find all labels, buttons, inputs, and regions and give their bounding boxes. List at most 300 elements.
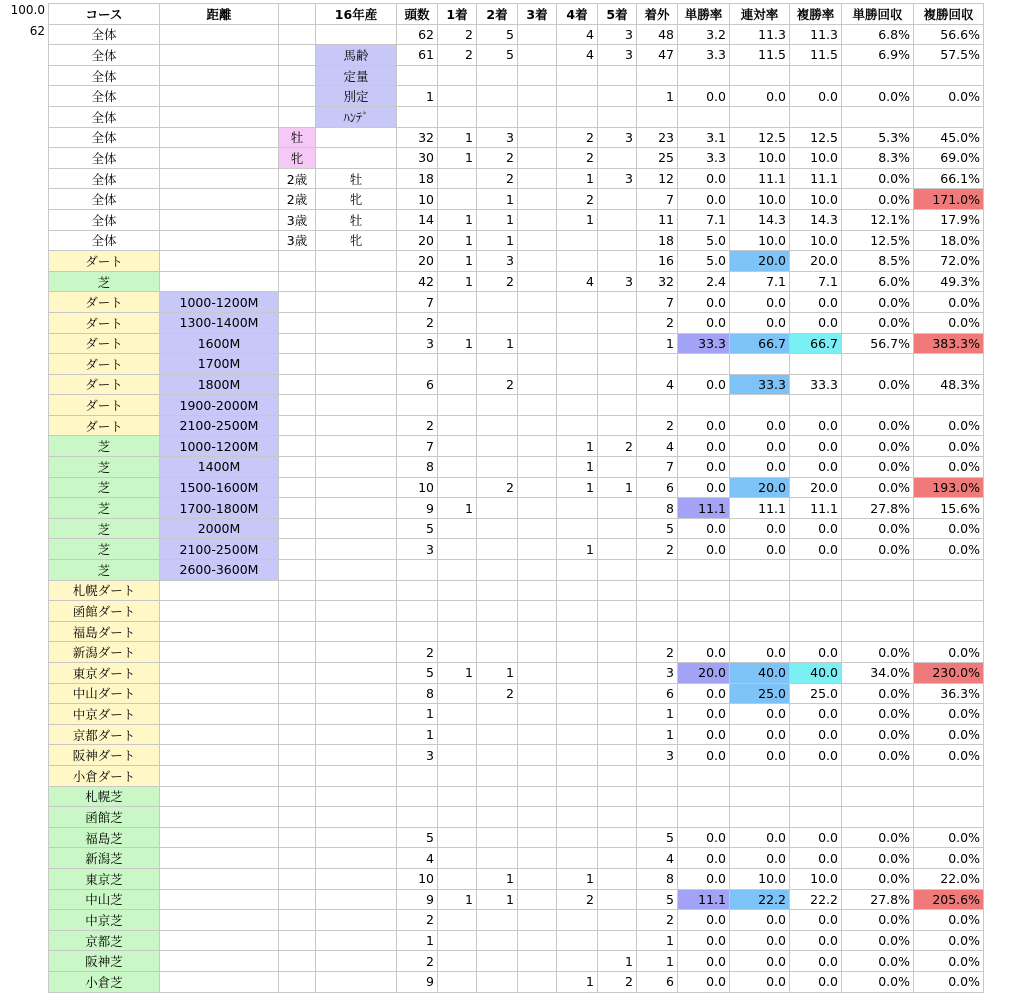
table-row <box>49 498 984 519</box>
cell-distance: 2100-2500M <box>160 415 279 436</box>
cell-fourth: 2 <box>557 127 598 148</box>
table-row <box>49 642 984 663</box>
cell-quinella-rate: 0.0 <box>730 704 790 725</box>
cell-win-rate: 0.0 <box>678 539 730 560</box>
cell-quinella-rate <box>730 807 790 828</box>
cell-first: 1 <box>438 230 477 251</box>
cell-course: 芝 <box>49 498 160 519</box>
cell-show-rate: 0.0 <box>790 518 842 539</box>
table-row <box>49 889 984 910</box>
cell-show-return <box>914 560 984 581</box>
cell-quinella-rate: 0.0 <box>730 971 790 992</box>
table-row <box>49 230 984 251</box>
cell-unplaced: 2 <box>637 910 678 931</box>
cell-second: 3 <box>477 251 518 272</box>
cell-show-return <box>914 786 984 807</box>
cell-win-rate: 0.0 <box>678 930 730 951</box>
table-row <box>49 127 984 148</box>
cell-course: 新潟芝 <box>49 848 160 869</box>
cell-distance <box>160 209 279 230</box>
cell-second <box>477 601 518 622</box>
cell-show-return: 0.0% <box>914 827 984 848</box>
cell-course: 函館芝 <box>49 807 160 828</box>
table-row <box>49 251 984 272</box>
cell-second <box>477 580 518 601</box>
cell-sex-age <box>279 642 316 663</box>
cell-quinella-rate <box>730 560 790 581</box>
cell-win-rate <box>678 786 730 807</box>
cell-fourth <box>557 292 598 313</box>
cell-first <box>438 601 477 622</box>
cell-runners <box>397 621 438 642</box>
cell-course: ダート <box>49 415 160 436</box>
cell-quinella-rate: 12.5 <box>730 127 790 148</box>
cell-win-return: 0.0% <box>842 518 914 539</box>
table-row <box>49 189 984 210</box>
cell-first <box>438 560 477 581</box>
cell-course: 全体 <box>49 148 160 169</box>
cell-unplaced: 1 <box>637 951 678 972</box>
header-second: 2着 <box>477 4 518 25</box>
cell-course: 小倉芝 <box>49 971 160 992</box>
cell-fifth <box>598 745 637 766</box>
cell-unplaced: 7 <box>637 189 678 210</box>
cell-show-return: 0.0% <box>914 704 984 725</box>
cell-second <box>477 457 518 478</box>
cell-third <box>518 827 557 848</box>
cell-third <box>518 848 557 869</box>
cell-fourth <box>557 848 598 869</box>
cell-quinella-rate <box>730 786 790 807</box>
cell-distance <box>160 24 279 45</box>
table-row <box>49 354 984 375</box>
cell-birth-year <box>316 663 397 684</box>
cell-win-rate <box>678 765 730 786</box>
cell-fourth: 1 <box>557 477 598 498</box>
cell-runners: 9 <box>397 971 438 992</box>
cell-first <box>438 86 477 107</box>
cell-birth-year <box>316 971 397 992</box>
table-row <box>49 951 984 972</box>
cell-sex-age <box>279 292 316 313</box>
table-row <box>49 580 984 601</box>
cell-distance <box>160 765 279 786</box>
cell-sex-age: 2歳 <box>279 168 316 189</box>
cell-sex-age <box>279 971 316 992</box>
cell-fifth <box>598 498 637 519</box>
cell-quinella-rate: 0.0 <box>730 436 790 457</box>
cell-win-return <box>842 395 914 416</box>
table-row <box>49 436 984 457</box>
cell-second <box>477 971 518 992</box>
cell-unplaced <box>637 621 678 642</box>
cell-show-return: 193.0% <box>914 477 984 498</box>
cell-first <box>438 436 477 457</box>
cell-fourth: 2 <box>557 148 598 169</box>
cell-show-return: 69.0% <box>914 148 984 169</box>
cell-third <box>518 271 557 292</box>
cell-fifth <box>598 65 637 86</box>
cell-second <box>477 436 518 457</box>
cell-fourth <box>557 374 598 395</box>
cell-distance <box>160 65 279 86</box>
cell-win-rate: 0.0 <box>678 683 730 704</box>
cell-third <box>518 374 557 395</box>
cell-show-rate: 10.0 <box>790 189 842 210</box>
cell-unplaced: 4 <box>637 848 678 869</box>
cell-first: 1 <box>438 127 477 148</box>
cell-second <box>477 86 518 107</box>
cell-second <box>477 951 518 972</box>
cell-win-return: 6.8% <box>842 24 914 45</box>
cell-fifth <box>598 580 637 601</box>
cell-first <box>438 374 477 395</box>
cell-win-rate <box>678 807 730 828</box>
cell-sex-age <box>279 86 316 107</box>
cell-course: 全体 <box>49 45 160 66</box>
header-show-rate: 複勝率 <box>790 4 842 25</box>
cell-fifth <box>598 106 637 127</box>
cell-fifth <box>598 910 637 931</box>
cell-distance <box>160 106 279 127</box>
cell-show-return: 15.6% <box>914 498 984 519</box>
cell-course: 中山芝 <box>49 889 160 910</box>
cell-fourth <box>557 930 598 951</box>
cell-fifth: 2 <box>598 436 637 457</box>
cell-show-return: 0.0% <box>914 457 984 478</box>
cell-quinella-rate: 0.0 <box>730 292 790 313</box>
cell-fourth: 4 <box>557 271 598 292</box>
cell-course: 東京芝 <box>49 868 160 889</box>
cell-quinella-rate: 0.0 <box>730 930 790 951</box>
cell-third <box>518 395 557 416</box>
cell-birth-year <box>316 827 397 848</box>
cell-runners <box>397 354 438 375</box>
cell-sex-age <box>279 45 316 66</box>
cell-runners: 20 <box>397 230 438 251</box>
cell-first <box>438 704 477 725</box>
cell-fifth <box>598 868 637 889</box>
cell-runners <box>397 580 438 601</box>
cell-show-rate: 40.0 <box>790 663 842 684</box>
cell-first <box>438 580 477 601</box>
cell-second <box>477 292 518 313</box>
cell-third <box>518 786 557 807</box>
cell-distance: 2000M <box>160 518 279 539</box>
cell-first <box>438 518 477 539</box>
cell-sex-age <box>279 415 316 436</box>
cell-fourth <box>557 415 598 436</box>
cell-win-return <box>842 601 914 622</box>
cell-course: 福島ダート <box>49 621 160 642</box>
cell-course: 阪神芝 <box>49 951 160 972</box>
cell-fifth <box>598 765 637 786</box>
cell-win-return: 0.0% <box>842 86 914 107</box>
cell-show-return: 17.9% <box>914 209 984 230</box>
cell-course: 中京ダート <box>49 704 160 725</box>
cell-win-rate: 0.0 <box>678 951 730 972</box>
cell-win-rate: 0.0 <box>678 374 730 395</box>
cell-win-rate: 0.0 <box>678 168 730 189</box>
cell-sex-age: 3歳 <box>279 209 316 230</box>
table-row <box>49 868 984 889</box>
cell-unplaced: 6 <box>637 683 678 704</box>
cell-birth-year <box>316 930 397 951</box>
cell-third <box>518 601 557 622</box>
cell-second: 1 <box>477 333 518 354</box>
cell-win-rate: 0.0 <box>678 642 730 663</box>
cell-first <box>438 786 477 807</box>
cell-win-rate: 3.2 <box>678 24 730 45</box>
cell-sex-age <box>279 312 316 333</box>
cell-unplaced: 1 <box>637 930 678 951</box>
cell-third <box>518 518 557 539</box>
cell-birth-year <box>316 724 397 745</box>
cell-course: 福島芝 <box>49 827 160 848</box>
cell-distance: 1700-1800M <box>160 498 279 519</box>
cell-second <box>477 415 518 436</box>
cell-runners <box>397 807 438 828</box>
cell-unplaced <box>637 807 678 828</box>
cell-win-return <box>842 65 914 86</box>
cell-show-rate <box>790 560 842 581</box>
cell-unplaced: 32 <box>637 271 678 292</box>
cell-show-return: 0.0% <box>914 539 984 560</box>
cell-runners <box>397 395 438 416</box>
cell-course: 全体 <box>49 209 160 230</box>
cell-third <box>518 807 557 828</box>
cell-birth-year <box>316 786 397 807</box>
cell-fourth: 1 <box>557 457 598 478</box>
cell-unplaced: 16 <box>637 251 678 272</box>
cell-distance <box>160 951 279 972</box>
cell-win-rate: 11.1 <box>678 498 730 519</box>
cell-runners: 2 <box>397 910 438 931</box>
cell-sex-age <box>279 683 316 704</box>
cell-win-return: 12.5% <box>842 230 914 251</box>
cell-fourth: 1 <box>557 971 598 992</box>
cell-win-return <box>842 580 914 601</box>
cell-distance <box>160 868 279 889</box>
cell-first <box>438 827 477 848</box>
cell-birth-year: 牡 <box>316 168 397 189</box>
cell-second: 2 <box>477 374 518 395</box>
cell-runners: 2 <box>397 312 438 333</box>
cell-distance: 1900-2000M <box>160 395 279 416</box>
cell-fifth: 1 <box>598 951 637 972</box>
cell-win-return <box>842 106 914 127</box>
cell-unplaced: 6 <box>637 971 678 992</box>
cell-quinella-rate: 14.3 <box>730 209 790 230</box>
cell-third <box>518 971 557 992</box>
cell-fourth <box>557 395 598 416</box>
cell-runners: 8 <box>397 457 438 478</box>
cell-birth-year <box>316 807 397 828</box>
cell-sex-age: 牡 <box>279 127 316 148</box>
table-row <box>49 168 984 189</box>
cell-third <box>518 642 557 663</box>
cell-unplaced <box>637 395 678 416</box>
cell-win-rate: 0.0 <box>678 745 730 766</box>
cell-win-rate <box>678 621 730 642</box>
cell-quinella-rate <box>730 354 790 375</box>
cell-birth-year <box>316 395 397 416</box>
table-row <box>49 848 984 869</box>
cell-show-rate: 0.0 <box>790 642 842 663</box>
cell-runners: 18 <box>397 168 438 189</box>
cell-win-rate <box>678 106 730 127</box>
cell-fourth <box>557 498 598 519</box>
cell-distance: 2100-2500M <box>160 539 279 560</box>
cell-show-rate <box>790 354 842 375</box>
cell-second <box>477 704 518 725</box>
cell-show-return <box>914 621 984 642</box>
cell-first <box>438 848 477 869</box>
cell-quinella-rate <box>730 395 790 416</box>
cell-distance: 1000-1200M <box>160 436 279 457</box>
cell-win-rate: 0.0 <box>678 415 730 436</box>
cell-sex-age <box>279 580 316 601</box>
cell-unplaced: 3 <box>637 663 678 684</box>
cell-birth-year: 牝 <box>316 189 397 210</box>
cell-fourth: 1 <box>557 436 598 457</box>
cell-course: 芝 <box>49 457 160 478</box>
cell-fourth <box>557 580 598 601</box>
cell-quinella-rate <box>730 601 790 622</box>
cell-runners <box>397 560 438 581</box>
cell-fifth <box>598 230 637 251</box>
cell-fourth <box>557 518 598 539</box>
cell-win-return: 8.3% <box>842 148 914 169</box>
cell-birth-year <box>316 415 397 436</box>
cell-show-rate: 0.0 <box>790 457 842 478</box>
table-row <box>49 457 984 478</box>
cell-fourth <box>557 354 598 375</box>
cell-course: ダート <box>49 251 160 272</box>
cell-fourth <box>557 642 598 663</box>
cell-unplaced: 5 <box>637 889 678 910</box>
cell-win-return: 0.0% <box>842 539 914 560</box>
cell-birth-year <box>316 457 397 478</box>
cell-unplaced: 1 <box>637 704 678 725</box>
cell-quinella-rate: 25.0 <box>730 683 790 704</box>
header-third: 3着 <box>518 4 557 25</box>
cell-sex-age <box>279 910 316 931</box>
cell-birth-year <box>316 24 397 45</box>
cell-runners: 3 <box>397 333 438 354</box>
cell-birth-year: 牝 <box>316 230 397 251</box>
cell-win-rate: 5.0 <box>678 230 730 251</box>
cell-first <box>438 292 477 313</box>
cell-distance: 1300-1400M <box>160 312 279 333</box>
cell-quinella-rate: 0.0 <box>730 724 790 745</box>
cell-birth-year <box>316 621 397 642</box>
cell-show-return: 0.0% <box>914 724 984 745</box>
cell-fourth <box>557 745 598 766</box>
cell-distance <box>160 848 279 869</box>
cell-sex-age <box>279 106 316 127</box>
cell-win-return: 0.0% <box>842 374 914 395</box>
cell-win-return: 0.0% <box>842 848 914 869</box>
cell-runners: 6 <box>397 374 438 395</box>
cell-quinella-rate: 10.0 <box>730 868 790 889</box>
cell-fifth <box>598 663 637 684</box>
cell-unplaced: 1 <box>637 724 678 745</box>
cell-win-return <box>842 807 914 828</box>
cell-fifth <box>598 724 637 745</box>
cell-course: ダート <box>49 333 160 354</box>
cell-first: 1 <box>438 148 477 169</box>
cell-show-rate: 0.0 <box>790 971 842 992</box>
table-row <box>49 45 984 66</box>
header-unplaced: 着外 <box>637 4 678 25</box>
cell-second <box>477 498 518 519</box>
cell-third <box>518 209 557 230</box>
cell-course: ダート <box>49 354 160 375</box>
cell-first <box>438 65 477 86</box>
cell-birth-year <box>316 374 397 395</box>
cell-first <box>438 971 477 992</box>
cell-distance <box>160 930 279 951</box>
cell-birth-year <box>316 765 397 786</box>
table-row <box>49 910 984 931</box>
table-row <box>49 209 984 230</box>
cell-first: 1 <box>438 271 477 292</box>
cell-show-return: 0.0% <box>914 930 984 951</box>
cell-first: 1 <box>438 663 477 684</box>
cell-show-rate: 0.0 <box>790 827 842 848</box>
cell-sex-age <box>279 251 316 272</box>
cell-sex-age <box>279 333 316 354</box>
cell-second: 1 <box>477 868 518 889</box>
cell-first <box>438 930 477 951</box>
cell-win-rate: 0.0 <box>678 827 730 848</box>
cell-win-rate: 0.0 <box>678 457 730 478</box>
cell-fifth <box>598 642 637 663</box>
cell-fifth: 3 <box>598 271 637 292</box>
cell-fourth <box>557 601 598 622</box>
header-first: 1着 <box>438 4 477 25</box>
cell-first <box>438 539 477 560</box>
cell-show-rate: 11.1 <box>790 498 842 519</box>
cell-quinella-rate: 7.1 <box>730 271 790 292</box>
cell-fourth <box>557 683 598 704</box>
header-fifth: 5着 <box>598 4 637 25</box>
cell-show-rate: 33.3 <box>790 374 842 395</box>
cell-third <box>518 251 557 272</box>
cell-show-return: 0.0% <box>914 436 984 457</box>
cell-course: 京都芝 <box>49 930 160 951</box>
cell-show-rate: 0.0 <box>790 745 842 766</box>
cell-show-return <box>914 65 984 86</box>
cell-distance: 2600-3600M <box>160 560 279 581</box>
cell-fourth: 1 <box>557 168 598 189</box>
cell-show-rate: 66.7 <box>790 333 842 354</box>
cell-distance <box>160 580 279 601</box>
cell-fifth <box>598 786 637 807</box>
cell-win-rate: 33.3 <box>678 333 730 354</box>
header-quinella-rate: 連対率 <box>730 4 790 25</box>
cell-distance <box>160 127 279 148</box>
header-show-return: 複勝回収 <box>914 4 984 25</box>
cell-course: 東京ダート <box>49 663 160 684</box>
cell-sex-age <box>279 518 316 539</box>
cell-show-return: 171.0% <box>914 189 984 210</box>
cell-win-rate: 5.0 <box>678 251 730 272</box>
cell-fifth <box>598 415 637 436</box>
cell-quinella-rate: 0.0 <box>730 910 790 931</box>
cell-third <box>518 230 557 251</box>
